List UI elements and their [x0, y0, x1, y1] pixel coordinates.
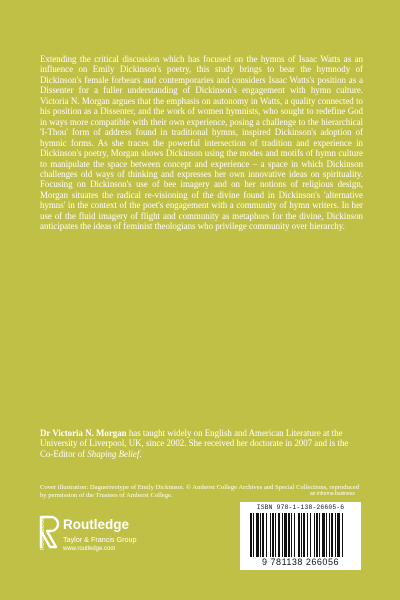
book-title-shaping-belief: Shaping Belief — [87, 448, 140, 459]
barcode-digits: 9 781138 266056 — [262, 557, 339, 567]
author-bio — [40, 428, 363, 459]
book-description: Extending the critical discussion which has focused on the hymns of Isaac Watts as an influence on Emily Dickinson's poetry, this study brings to bear the hymnody of Dickinson's female forbears and contemporaries and considers Isaac Watts's position as a Dissenter for a fuller understanding of Dickinson's engagement with hymn culture. Victoria N. Morgan argues that the emphasis on autonomy in Watts, a quality connected to his position as a Dissenter, and the work of women hymnists, who sought to redefine God in ways more compatible with their own experience, posing a challenge to the hierarchical 'I-Thou' form of address found in traditional hymns, inspired Dickinson's adoption of hymnic forms. As she traces the powerful intersection of tradition and experience in Dickinson's poetry, Morgan shows Dickinson using the modes and motifs of hymn culture to manipulate the space between concept and experience – a space in which Dickinson challenges old ways of thinking and expresses her own innovative ideas on spirituality. Focusing on Dickinson's use of bee imagery and on her notions of religious design, Morgan situates the radical re-visioning of the divine found in Dickinson's 'alternative hymns' in the context of the poet's engagement with a community of hymn writers. In her use of the fluid imagery of flight and community as metaphors for the divine, Dickinson anticipates the ideas of feminist theologians who privilege community over hierarchy. — [40, 54, 363, 232]
publisher-url: www.routledge.com — [63, 546, 116, 552]
author-name: Dr Victoria N. Morgan — [40, 428, 127, 438]
author-bio-end: . — [139, 448, 142, 459]
routledge-logo — [38, 515, 158, 557]
isbn-label: ISBN 978-1-138-26605-6 — [256, 504, 345, 511]
publisher-name: Routledge — [63, 517, 129, 532]
informa-business-label: an informa business — [310, 491, 355, 497]
isbn-barcode — [240, 502, 361, 570]
routledge-vertical-text: ROUTLEDGE — [39, 516, 46, 550]
barcode-bars — [250, 513, 351, 557]
cover-illustration-credit: Cover illustration: Daguerreotype of Emily Dickinson. © Amherst College Archives and Special Collections, reproduced by permission of the Trustees of Amherst College. — [40, 484, 360, 500]
author-bio-text: has taught widely on English and American Literature at the University of Liverpool, UK, since 2002. She received her doctorate in 2007 and is the Co-Editor of — [40, 428, 349, 459]
publisher-group: Taylor & Francis Group — [63, 535, 137, 544]
